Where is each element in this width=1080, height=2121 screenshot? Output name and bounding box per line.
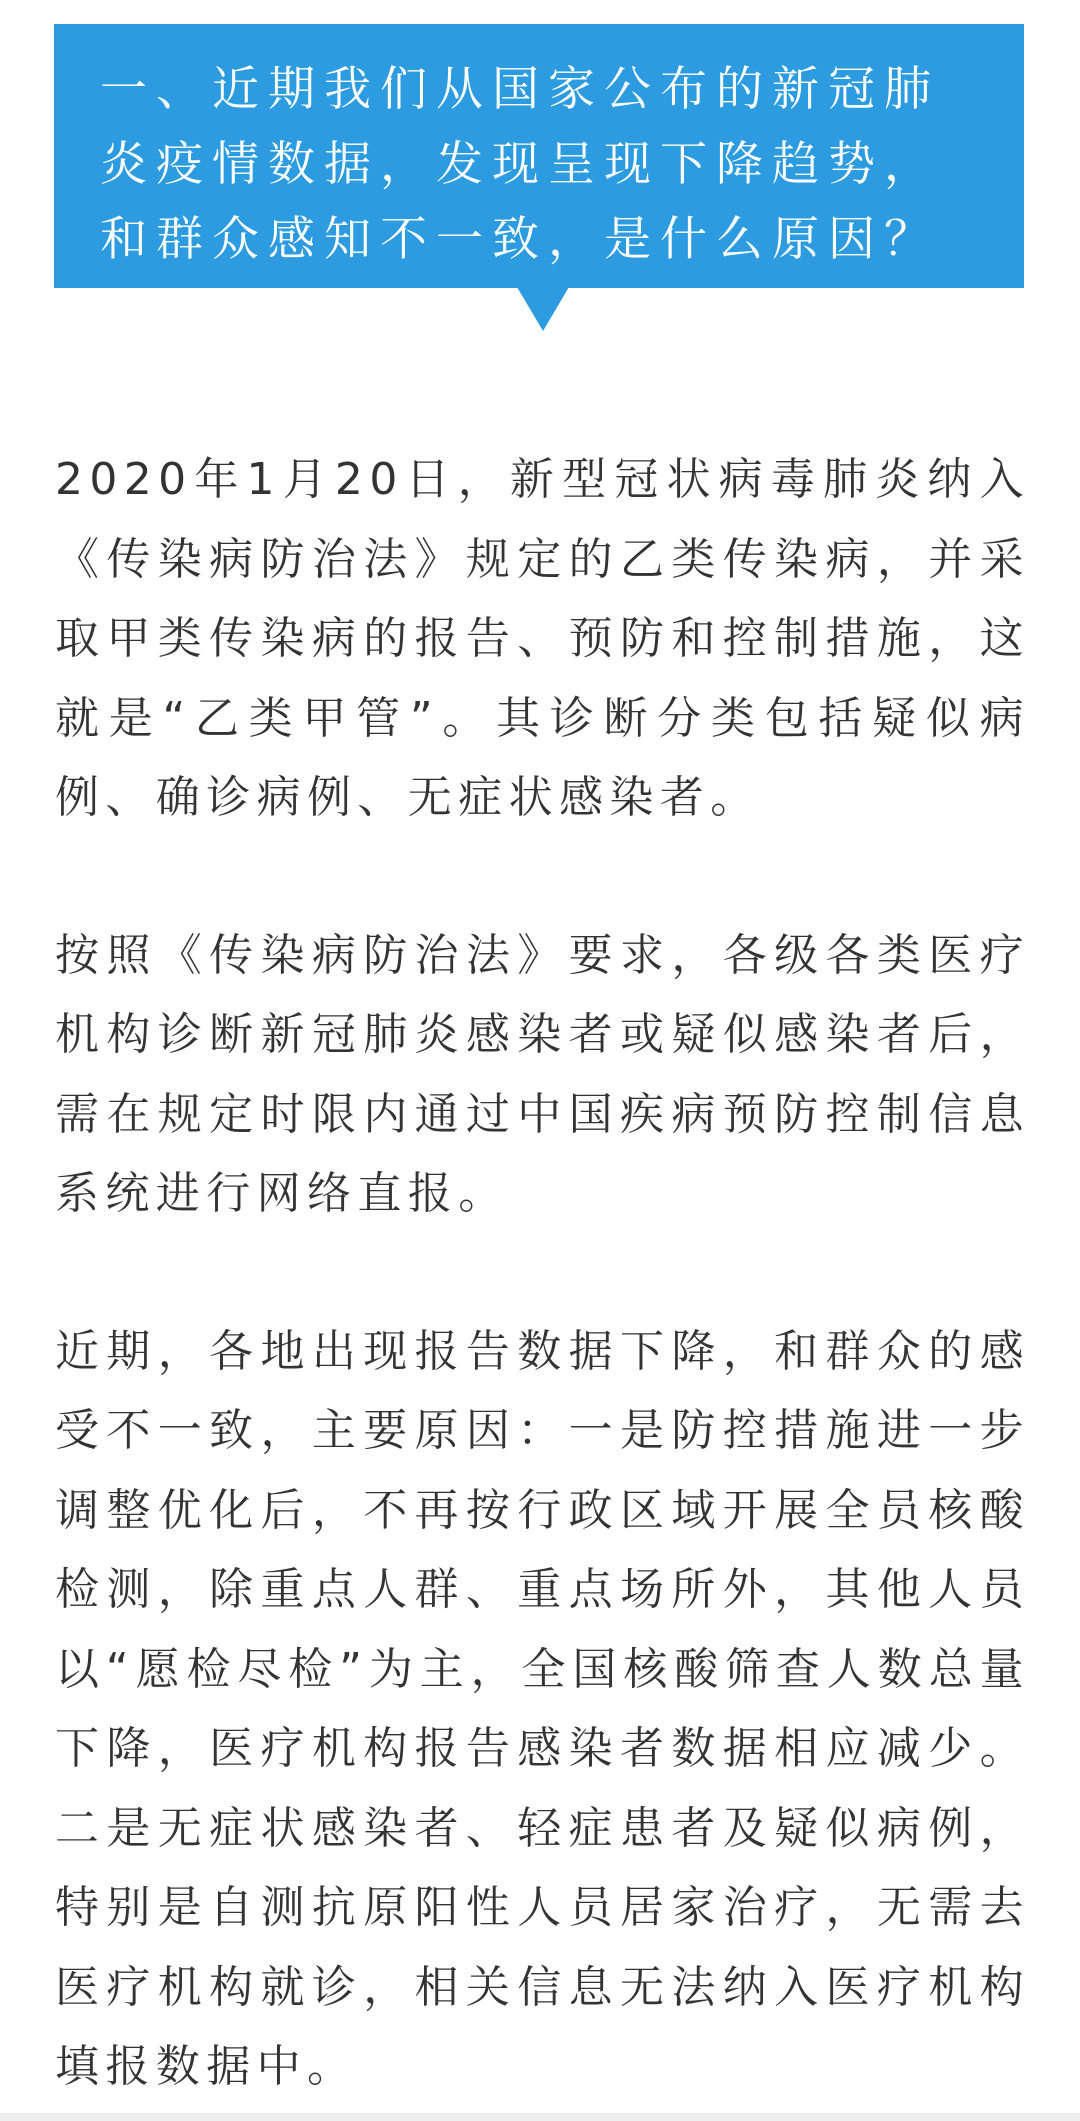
- bottom-divider: [0, 2113, 1080, 2121]
- paragraph-reporting-requirement: 按照《传染病防治法》要求，各级各类医疗机构诊断新冠肺炎感染者或疑似感染者后，需在规定时限内通过中国疾病预防控制信息系统进行网络直报。: [55, 929, 1030, 1219]
- article-body: [55, 440, 1030, 2107]
- question-heading: 一、近期我们从国家公布的新冠肺炎疫情数据，发现呈现下降趋势，和群众感知不一致，是什么原因？: [100, 62, 940, 267]
- question-banner: [54, 24, 1024, 288]
- paragraph-data-decline-reasons: 近期，各地出现报告数据下降，和群众的感受不一致，主要原因：一是防控措施进一步调整优化后，不再按行政区域开展全员核酸检测，除重点人群、重点场所外，其他人员以“愿检尽检”为主，全国核酸筛查人数总量下降，医疗机构报告感染者数据相应减少。二是无症状感染者、轻症患者及疑似病例，特别是自测抗原阳性人员居家治疗，无需去医疗机构就诊，相关信息无法纳入医疗机构填报数据中。: [55, 1325, 1030, 2092]
- paragraph-classification: 2020年1月20日，新型冠状病毒肺炎纳入《传染病防治法》规定的乙类传染病，并采取甲类传染病的报告、预防和控制措施，这就是“乙类甲管”。其诊断分类包括疑似病例、确诊病例、无症状感染者。: [55, 454, 1030, 823]
- banner-pointer-arrow: [517, 287, 569, 331]
